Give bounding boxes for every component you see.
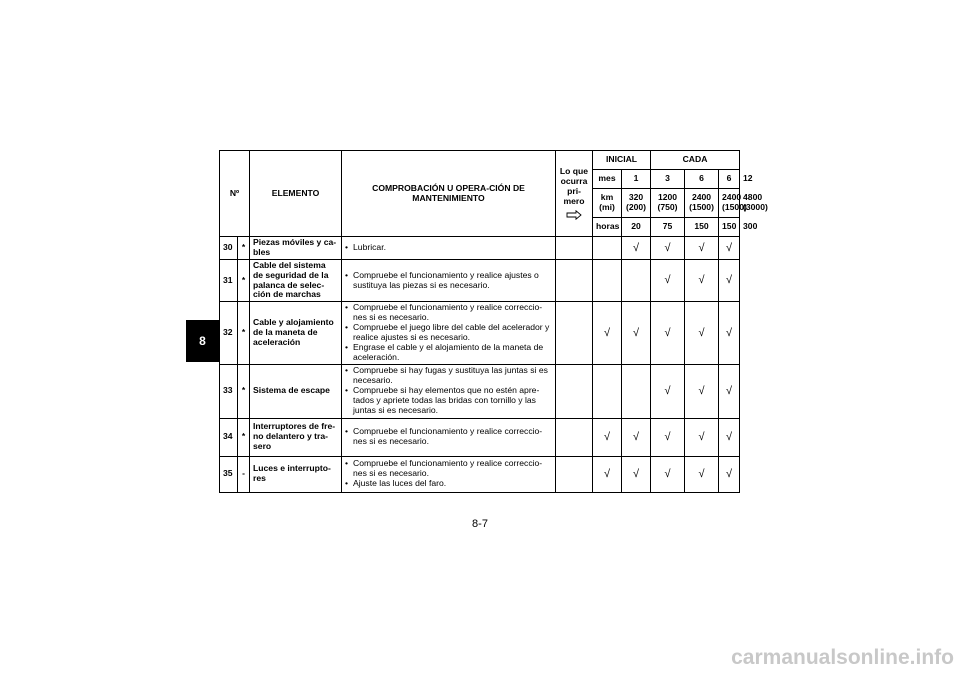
check-mark: √ xyxy=(719,418,740,456)
header-horas-value: 150 xyxy=(685,218,719,237)
check-mark: √ xyxy=(593,302,622,364)
check-mark: √ xyxy=(651,418,685,456)
item-element: Piezas móviles y ca-bles xyxy=(250,237,342,260)
header-mes-value: 6 xyxy=(685,170,719,189)
item-number: 33 xyxy=(220,364,238,418)
header-km-value xyxy=(685,189,719,218)
item-check-operation xyxy=(342,456,556,492)
check-list-item: • Lubricar. xyxy=(345,243,552,253)
km-value: 320 xyxy=(628,192,644,203)
item-element: Sistema de escape xyxy=(250,364,342,418)
item-marker: * xyxy=(238,237,250,260)
item-number: 32 xyxy=(220,302,238,364)
table-row xyxy=(220,302,740,364)
check-list-item: • Ajuste las luces del faro. xyxy=(345,479,552,489)
header-mes-label: mes xyxy=(593,170,622,189)
table-row xyxy=(220,259,740,302)
check-mark: √ xyxy=(622,418,651,456)
mi-value: (200) xyxy=(625,202,647,212)
item-element: Cable y alojamiento de la maneta de aceleración xyxy=(250,302,342,364)
header-km-value xyxy=(719,189,747,218)
item-check-operation xyxy=(342,237,556,260)
check-list-item: • Compruebe el funcionamiento y realice ajustes o sustituya las piezas si es necesario. xyxy=(345,271,552,291)
empty-interval-cell xyxy=(593,237,622,260)
item-whichever-cell xyxy=(556,456,593,492)
check-mark: √ xyxy=(685,418,719,456)
header-whichever xyxy=(556,151,593,237)
check-mark: √ xyxy=(685,259,719,302)
km-value: 2400 xyxy=(722,192,742,203)
header-km-value xyxy=(622,189,651,218)
header-row-mes: mes 1 3 6 6 12 xyxy=(220,170,740,189)
header-no: Nº xyxy=(220,151,250,237)
km-value: 1200 xyxy=(657,192,678,203)
item-whichever-cell xyxy=(556,302,593,364)
empty-interval-cell xyxy=(622,259,651,302)
item-marker: * xyxy=(238,418,250,456)
header-mes-value: 6 xyxy=(719,170,740,189)
check-mark: √ xyxy=(622,302,651,364)
check-list xyxy=(345,366,552,415)
check-list xyxy=(345,303,552,362)
header-horas-value: 20 xyxy=(622,218,651,237)
item-marker: * xyxy=(238,364,250,418)
km-value: 4800 xyxy=(743,192,763,203)
table-row xyxy=(220,456,740,492)
check-mark: √ xyxy=(622,456,651,492)
table-row xyxy=(220,418,740,456)
header-horas-value: 150 xyxy=(719,218,740,237)
check-list-item: • Compruebe si hay elementos que no estén apre-tados y apriete todas las bridas con tornillo y las juntas si es necesario. xyxy=(345,386,552,416)
check-mark: √ xyxy=(593,418,622,456)
check-list-item: • Compruebe el juego libre del cable del acelerador y realice ajustes si es necesario. xyxy=(345,323,552,343)
item-number: 30 xyxy=(220,237,238,260)
item-marker: * xyxy=(238,259,250,302)
item-marker: * xyxy=(238,302,250,364)
item-element: Luces e interrupto-res xyxy=(250,456,342,492)
check-mark: √ xyxy=(719,456,740,492)
check-mark: √ xyxy=(685,237,719,260)
empty-interval-cell xyxy=(593,259,622,302)
check-mark: √ xyxy=(719,259,740,302)
check-list-item: • Compruebe el funcionamiento y realice correccio-nes si es necesario. xyxy=(345,459,552,479)
check-list-item: • Compruebe si hay fugas y sustituya las juntas si es necesario. xyxy=(345,366,552,386)
check-list-item: • Compruebe el funcionamiento y realice correccio-nes si es necesario. xyxy=(345,303,552,323)
item-check-operation xyxy=(342,302,556,364)
check-mark: √ xyxy=(622,237,651,260)
watermark: carmanualsonline.info xyxy=(731,646,954,669)
mi-value: (3000) xyxy=(743,202,768,212)
empty-interval-cell xyxy=(622,364,651,418)
check-mark: √ xyxy=(651,259,685,302)
item-number: 35 xyxy=(220,456,238,492)
header-horas-label: horas xyxy=(593,218,622,237)
mi-value: (750) xyxy=(657,202,678,212)
item-number: 34 xyxy=(220,418,238,456)
check-mark: √ xyxy=(593,456,622,492)
km-value: 2400 xyxy=(691,192,712,203)
header-row-initial-every xyxy=(220,151,740,170)
item-whichever-cell xyxy=(556,259,593,302)
header-mes-value: 1 xyxy=(622,170,651,189)
table-row xyxy=(220,237,740,260)
header-whichever-label: Lo que ocurra pri-mero xyxy=(559,166,589,206)
check-list-item: • Compruebe el funcionamiento y realice correccio-nes si es necesario. xyxy=(345,427,552,447)
item-whichever-cell xyxy=(556,364,593,418)
mi-value: (1500) xyxy=(689,202,714,212)
check-mark: √ xyxy=(651,364,685,418)
item-element: Cable del sistema de seguridad de la palanca de selec-ción de marchas xyxy=(250,259,342,302)
header-km-value xyxy=(651,189,685,218)
check-mark: √ xyxy=(719,302,740,364)
item-whichever-cell xyxy=(556,418,593,456)
check-list xyxy=(345,271,552,291)
item-check-operation xyxy=(342,418,556,456)
item-number: 31 xyxy=(220,259,238,302)
check-mark: √ xyxy=(719,237,740,260)
item-whichever-cell xyxy=(556,237,593,260)
header-check: COMPROBACIÓN U OPERA-CIÓN DE MANTENIMIENTO xyxy=(342,151,556,237)
check-list xyxy=(345,427,552,447)
header-km-label: km (mi) xyxy=(593,189,622,218)
item-check-operation xyxy=(342,259,556,302)
header-element: ELEMENTO xyxy=(250,151,342,237)
page-number: 8-7 xyxy=(472,518,488,530)
mi-value: (1500) xyxy=(722,202,747,212)
check-mark: √ xyxy=(685,302,719,364)
table-row xyxy=(220,364,740,418)
check-list xyxy=(345,243,552,253)
check-mark: √ xyxy=(651,237,685,260)
check-mark: √ xyxy=(651,456,685,492)
check-list-item: • Engrase el cable y el alojamiento de la maneta de aceleración. xyxy=(345,343,552,363)
header-every: CADA xyxy=(651,151,740,170)
header-row-horas: horas 20 75 150 150 300 xyxy=(220,218,740,237)
chapter-tab: 8 xyxy=(186,320,219,362)
header-mes-value: 3 xyxy=(651,170,685,189)
maintenance-rows xyxy=(220,237,740,493)
check-mark: √ xyxy=(719,364,740,418)
check-mark: √ xyxy=(685,456,719,492)
header-horas-value: 75 xyxy=(651,218,685,237)
check-mark: √ xyxy=(651,302,685,364)
maintenance-table xyxy=(219,150,768,493)
arrow-right-icon xyxy=(566,210,582,220)
header-initial: INICIAL xyxy=(593,151,651,170)
item-element: Interruptores de fre-no delantero y tra-sero xyxy=(250,418,342,456)
empty-interval-cell xyxy=(593,364,622,418)
item-marker: - xyxy=(238,456,250,492)
check-list xyxy=(345,459,552,489)
check-mark: √ xyxy=(685,364,719,418)
item-check-operation xyxy=(342,364,556,418)
